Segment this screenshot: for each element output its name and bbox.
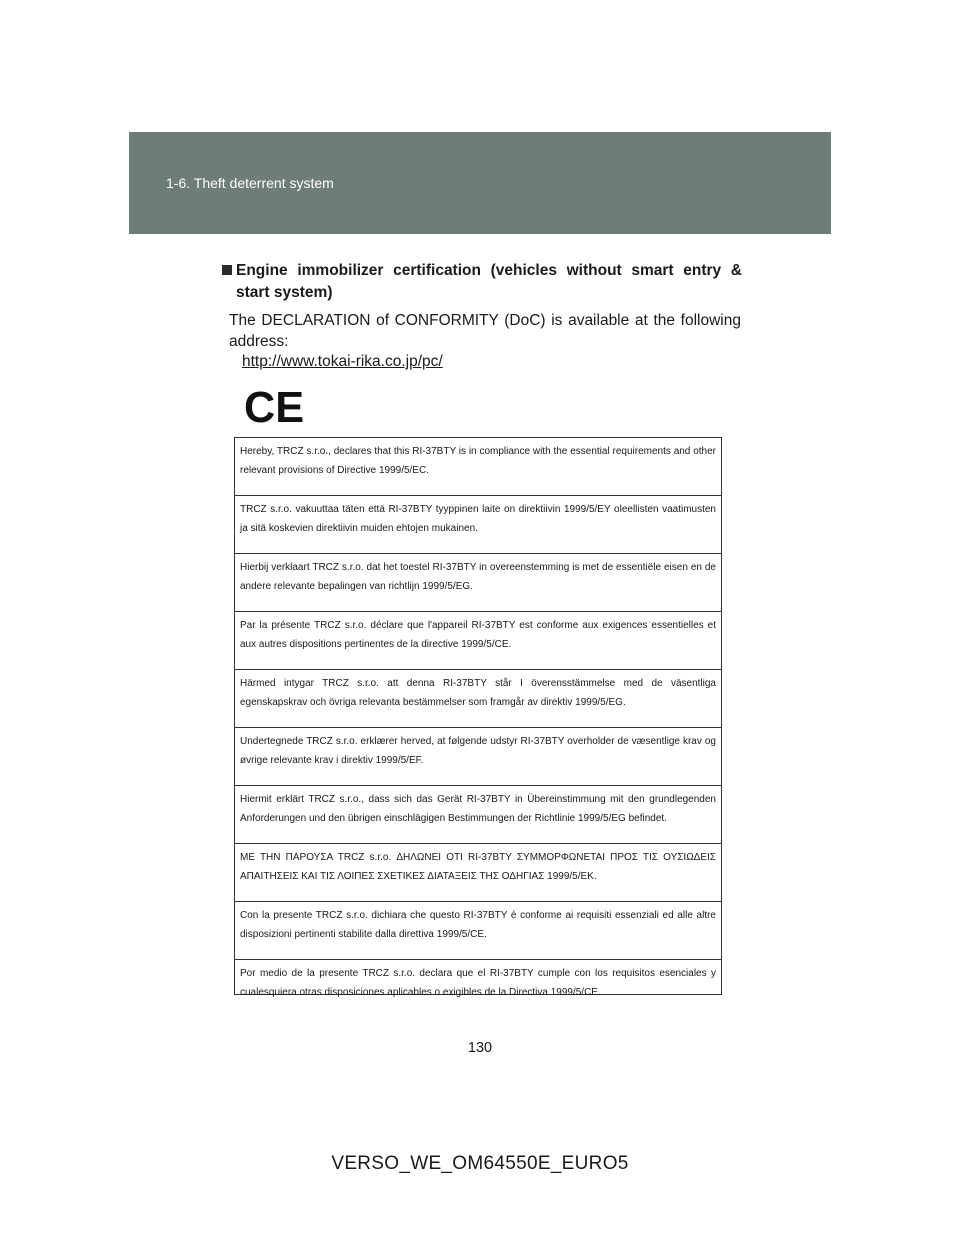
declaration-row-french: Par la présente TRCZ s.r.o. déclare que l'appareil RI-37BTY est conforme aux exigences essentielles et aux autres dispositions pertinentes de la directive 1999/5/CE. xyxy=(235,612,721,670)
declaration-row-danish: Undertegnede TRCZ s.r.o. erklærer herved, at følgende udstyr RI-37BTY overholder de væsentlige krav og øvrige relevante krav i direktiv 1999/5/EF. xyxy=(235,728,721,786)
declaration-row-german: Hiermit erklärt TRCZ s.r.o., dass sich das Gerät RI-37BTY in Übereinstimmung mit den grundlegenden Anforderungen und den übrigen einschlägigen Bestimmungen der Richtlinie 1999/5/EG befindet. xyxy=(235,786,721,844)
certification-heading xyxy=(222,260,742,304)
ce-mark-text: CE xyxy=(244,386,304,426)
intro-paragraph: The DECLARATION of CONFORMITY (DoC) is available at the following address: xyxy=(229,312,741,350)
declaration-row-greek: ΜΕ ΤΗΝ ΠΑΡΟΥΣΑ TRCZ s.r.o. ΔΗΛΩΝΕΙ ΟΤΙ RI-37BTY ΣΥΜΜΟΡΦΩΝΕΤΑΙ ΠΡΟΣ ΤΙΣ ΟΥΣΙΩΔΕΙΣ ΑΠΑΙΤΗΣΕΙΣ ΚΑΙ ΤΙΣ ΛΟΙΠΕΣ ΣΧΕΤΙΚΕΣ ΔΙΑΤΑΞΕΙΣ ΤΗΣ ΟΔΗΓΙΑΣ 1999/5/ΕΚ. xyxy=(235,844,721,902)
square-bullet-icon xyxy=(222,265,232,275)
ce-mark-icon xyxy=(244,386,306,426)
declaration-row-swedish: Härmed intygar TRCZ s.r.o. att denna RI-37BTY står I överensstämmelse med de väsentliga egenskapskrav och övriga relevanta bestämmelser som framgår av direktiv 1999/5/EG. xyxy=(235,670,721,728)
declaration-row-italian: Con la presente TRCZ s.r.o. dichiara che questo RI-37BTY è conforme ai requisiti essenziali ed alle altre disposizioni pertinenti stabilite dalla direttiva 1999/5/CE. xyxy=(235,902,721,960)
document-code: VERSO_WE_OM64550E_EURO5 xyxy=(331,1153,629,1174)
page-number: 130 xyxy=(467,1040,493,1056)
declaration-row-finnish: TRCZ s.r.o. vakuuttaa täten että RI-37BTY tyyppinen laite on direktiivin 1999/5/EY oleellisten vaatimusten ja sitä koskevien direktiivin muiden ehtojen mukainen. xyxy=(235,496,721,554)
section-title: 1-6. Theft deterrent system xyxy=(166,175,334,191)
declaration-row-english: Hereby, TRCZ s.r.o., declares that this RI-37BTY is in compliance with the essential requirements and other relevant provisions of Directive 1999/5/EC. xyxy=(235,438,721,496)
heading-text: Engine immobilizer certification (vehicles without smart entry & start system) xyxy=(236,262,742,301)
doc-link[interactable]: http://www.tokai-rika.co.jp/pc/ xyxy=(242,353,443,370)
declaration-row-dutch: Hierbij verklaart TRCZ s.r.o. dat het toestel RI-37BTY in overeenstemming is met de essentiële eisen en de andere relevante bepalingen van richtlijn 1999/5/EG. xyxy=(235,554,721,612)
declaration-table xyxy=(234,437,722,998)
declaration-row-spanish: Por medio de la presente TRCZ s.r.o. declara que el RI-37BTY cumple con los requisitos esenciales y cualesquiera otras disposiciones aplicables o exigibles de la Directiva 1999/5/CE. xyxy=(240,968,716,998)
